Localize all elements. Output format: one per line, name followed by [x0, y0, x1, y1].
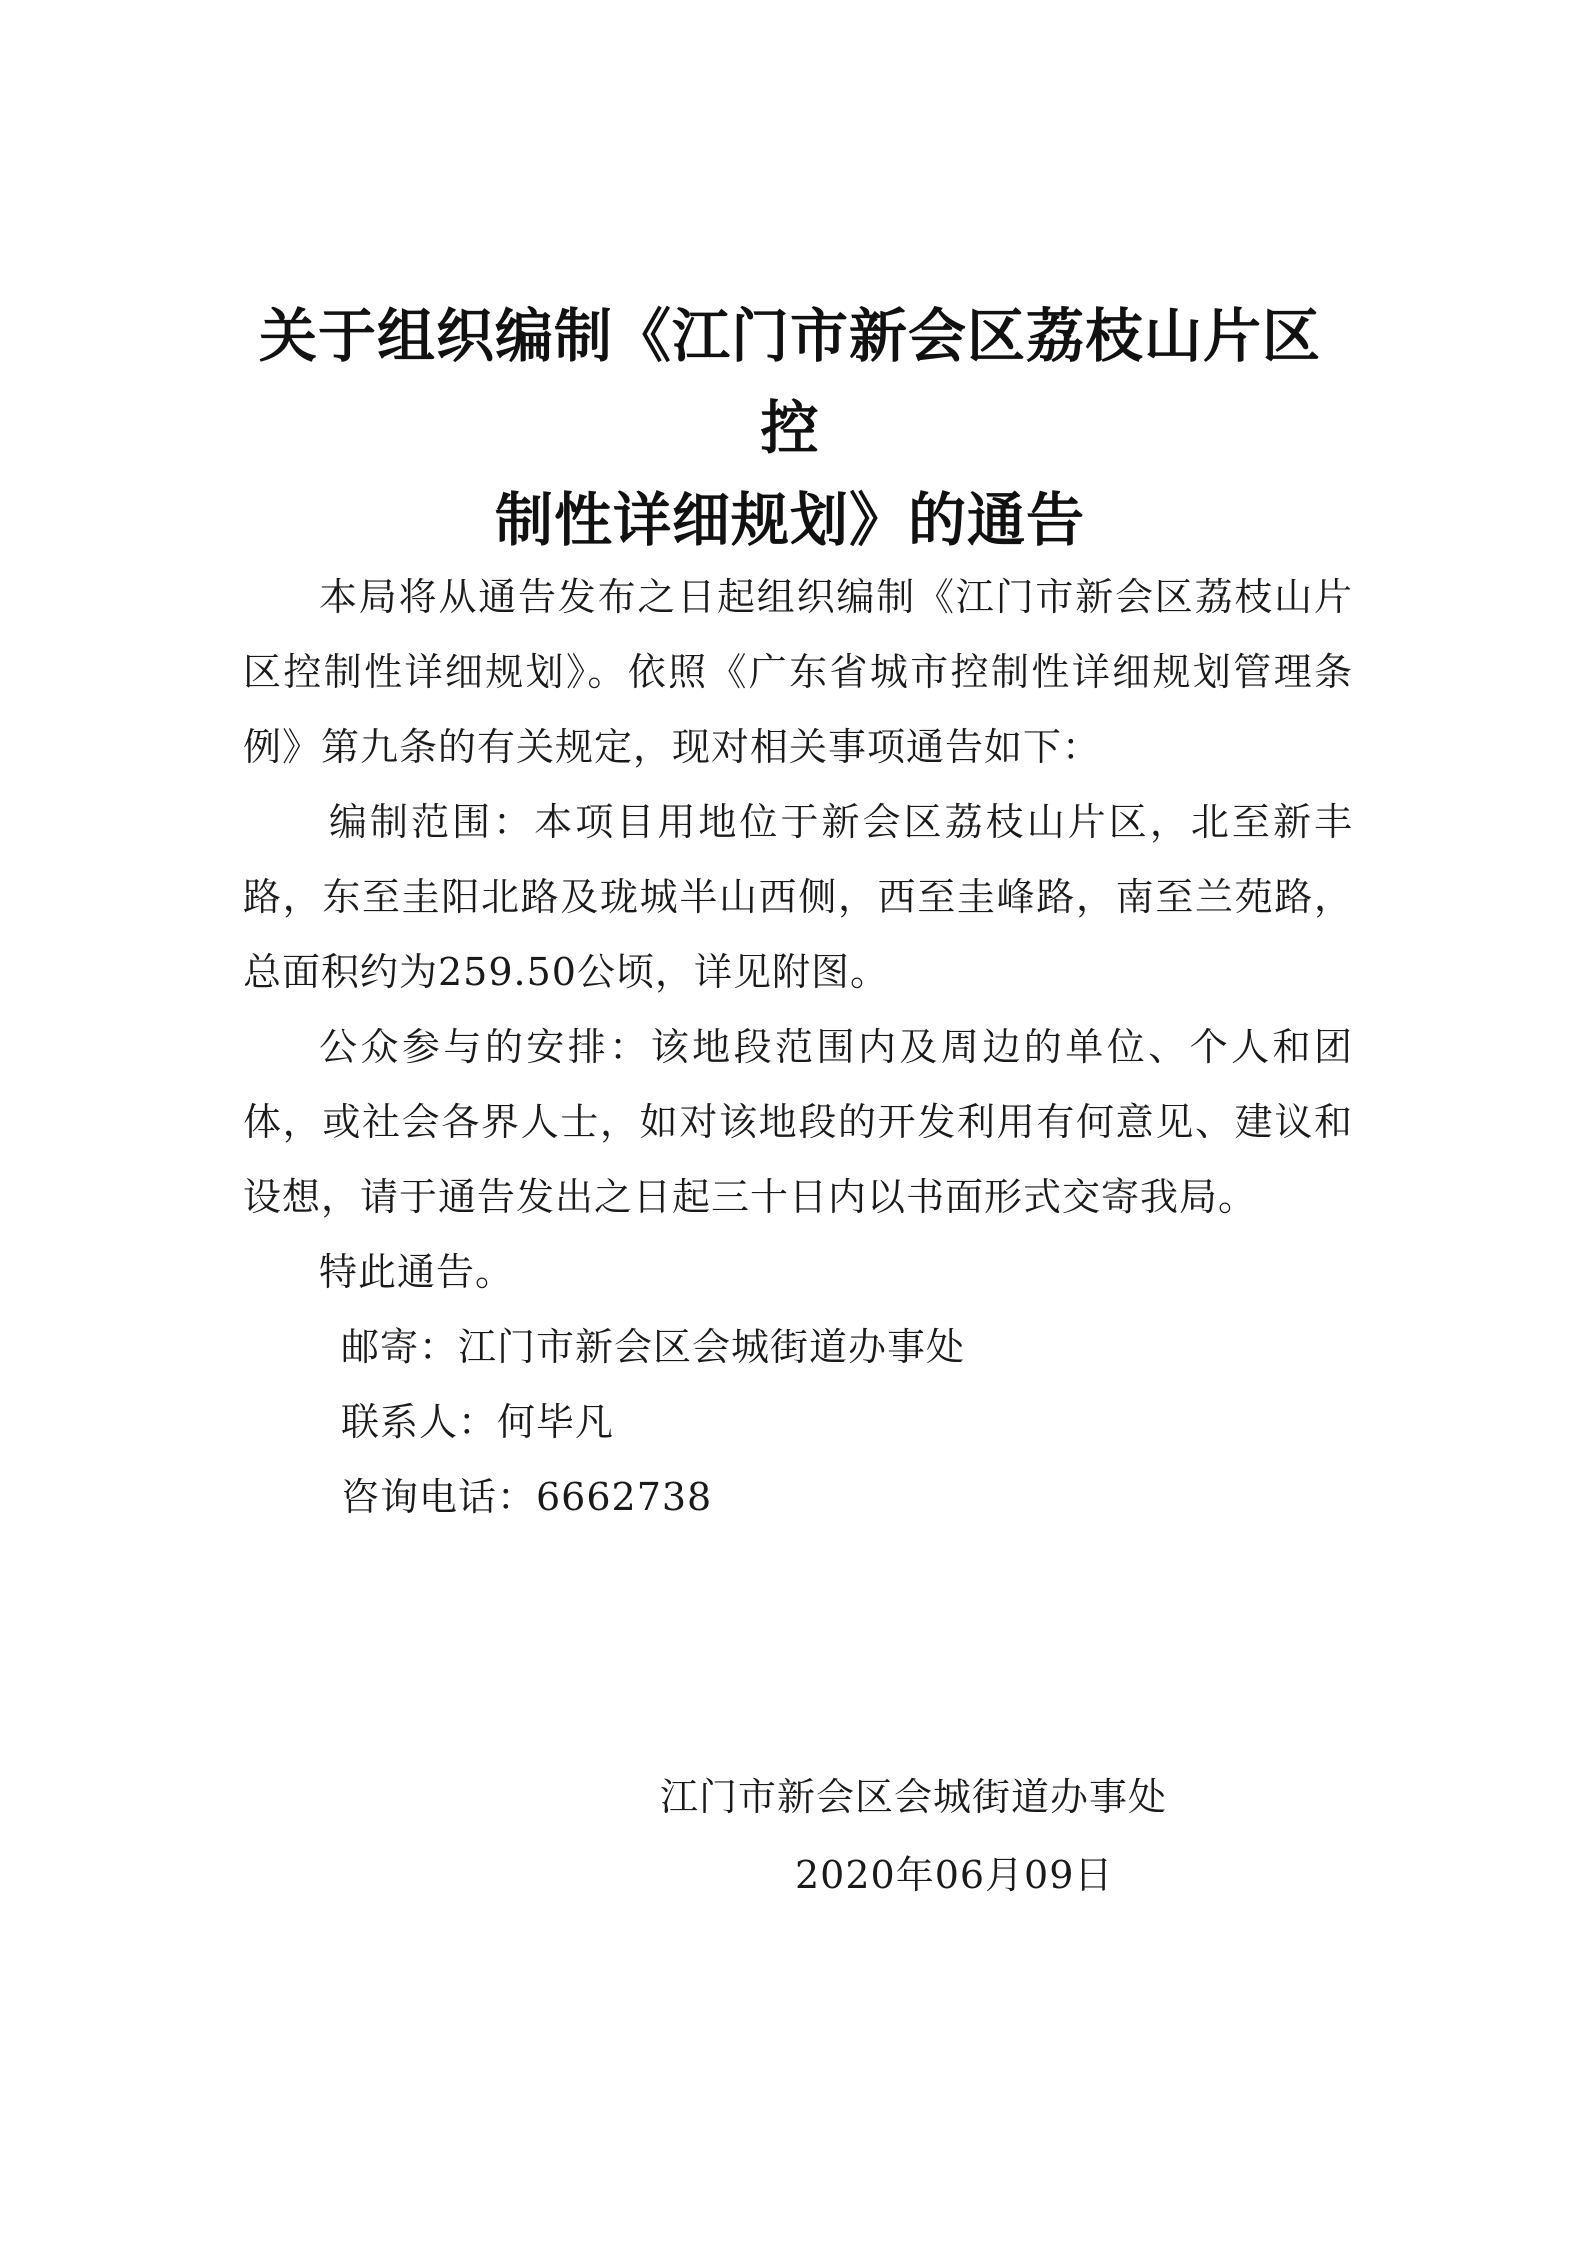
signature-organization: 江门市新会区会城街道办事处 — [660, 1775, 1168, 1819]
title-line-2: 制性详细规划》的通告 — [494, 486, 1085, 554]
contact-person: 联系人：何毕凡 — [341, 1400, 615, 1444]
mail-address: 邮寄：江门市新会区会城街道办事处 — [341, 1325, 966, 1369]
scope-paragraph: 编制范围：本项目用地位于新会区荔枝山片区，北至新丰路，东至圭阳北路及珑城半山西侧，西至圭峰路，南至兰苑路，总面积约为259.50公顷，详见附图。 — [243, 800, 1353, 994]
document-body — [243, 560, 1353, 1535]
closing-line: 特此通告。 — [319, 1250, 515, 1294]
intro-paragraph: 本局将从通告发布之日起组织编制《江门市新会区荔枝山片区控制性详细规划》。依照《广东省城市控制性详细规划管理条例》第九条的有关规定，现对相关事项通告如下： — [243, 575, 1353, 769]
participation-paragraph: 公众参与的安排：该地段范围内及周边的单位、个人和团体，或社会各界人士，如对该地段的开发利用有何意见、建议和设想，请于通告发出之日起三十日内以书面形式交寄我局。 — [243, 1025, 1353, 1219]
document-title — [230, 290, 1350, 566]
signature-date: 2020年06月09日 — [795, 1853, 1114, 1897]
title-line-1: 关于组织编制《江门市新会区荔枝山片区控 — [258, 302, 1321, 462]
phone-number: 咨询电话：6662738 — [341, 1475, 713, 1519]
